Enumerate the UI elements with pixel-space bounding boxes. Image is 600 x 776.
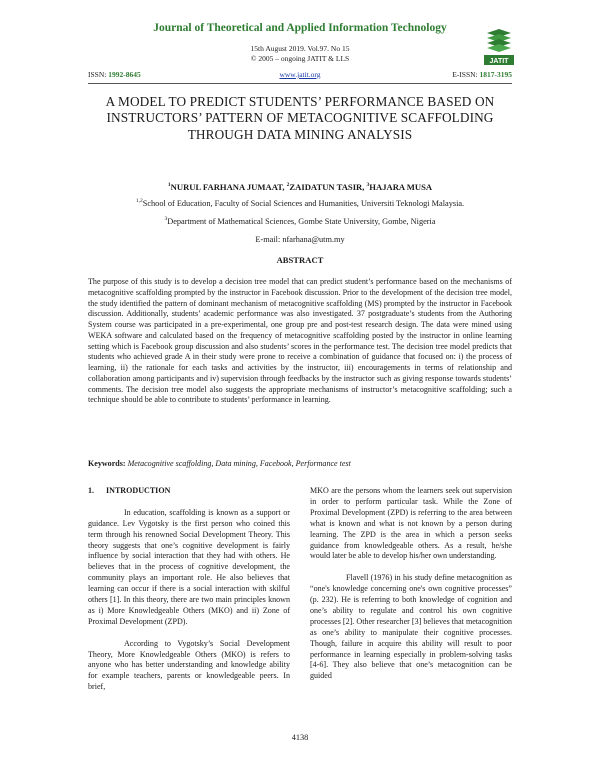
journal-title: Journal of Theoretical and Applied Information Technology (153, 22, 447, 34)
body-paragraph: In education, scaffolding is known as a support or guidance. Lev Vygotsky is the first person who coined this term through his renowned Social Development Theory. This theory suggests that one’s cognitive development is fairly influence by social interaction that they had with others. He believes that in the process of cognitive development, the community plays an important role. He also believes that learning can occur if there is a social interaction with skilful others [1]. In this theory, there are two main principles known as i) More Knowledgeable Others (MKO) and ii) Zone of Proximal Development (ZPD). (88, 507, 290, 626)
affiliation-sup: 1,2 (135, 198, 143, 205)
logo-text: JATIT (489, 58, 509, 65)
author-sup: 1 (167, 182, 171, 189)
section-number: 1. (88, 486, 95, 495)
page-number: 4138 (291, 733, 309, 742)
journal-copyright: © 2005 – ongoing JATIT & LLS (250, 54, 350, 63)
contact-email: E-mail: nfarhana@utm.my (255, 235, 345, 244)
keywords (88, 459, 512, 468)
section-title: INTRODUCTION (106, 486, 171, 495)
issn-value: 1992-8645 (108, 70, 141, 79)
author-name: ZAIDATUN TASIR, (289, 182, 367, 192)
author-name: HAJARA MUSA (369, 182, 433, 192)
author-name: NURUL FARHANA JUMAAT, (170, 182, 287, 192)
section-heading (88, 486, 290, 497)
journal-volume: 15th August 2019. Vol.97. No 15 (250, 44, 350, 53)
paper-title: A MODEL TO PREDICT STUDENTS’ PERFORMANCE BASED ON INSTRUCTORS’ PATTERN OF METACOGNITIVE SCAFFOLDING THROUGH DATA MINING ANALYSIS (105, 94, 495, 142)
affiliation-sup: 3 (164, 216, 168, 223)
eissn-label: E-ISSN: (452, 70, 478, 79)
affiliation-2 (0, 217, 600, 226)
affiliation-1 (0, 199, 600, 208)
abstract-heading: ABSTRACT (276, 255, 324, 265)
author-sup: 2 (286, 182, 290, 189)
author-sup: 3 (366, 182, 370, 189)
eissn (452, 70, 512, 79)
issn-label: ISSN: (88, 70, 107, 79)
author-list (0, 182, 600, 192)
abstract-body: The purpose of this study is to develop a decision tree model that can predict student’s performance based on the mechanisms of metacognitive scaffolding prompted by the instructor in Facebook discussion. Prior to the development of the decision tree model, the study identified the pattern of dominant mechanism of metacognitive scaffolding (MS) prompted by the instructor in Facebook discussion. Additionally, students’ academic performance was also investigated. 37 postgraduate’s students from the Authoring System course was participated in a pre-experimental, one group pre and post-test research design. The data were mined using WEKA software and calculated based on the frequency of metacognitive scaffolding posted by the instructor in online learning setting which is Facebook group discussion and also students’ scores in the performance test. The decision tree model predicts that students who achieved grade A in their study were prone to receive a combination of guidance that focused on: i) the process of learning, ii) the rationale for each tasks and activities by the instructor, iii) encouragements in terms of relationship and collaboration among participants and iv) supervision through feedbacks by the instructor such as giving response towards students’ comments. The decision tree model also suggests the appropriate mechanisms of instructor’s metacognitive scaffolding; such a technique should be able to contribute to students’ performance in learning. (88, 277, 512, 405)
keywords-text: Metacognitive scaffolding, Data mining, Facebook, Performance test (127, 459, 351, 468)
journal-url-link[interactable]: www.jatit.org (279, 70, 321, 79)
body-paragraph: MKO are the persons whom the learners seek out supervision in order to perform particular task. While the Zone of Proximal Development (ZPD) is referring to the area between what is known and what is not known by a person during learning. The ZPD is the area in which a person seeks guidance from knowledgeable others. As a result, he/she would later be able to develop his/her own understanding. (310, 486, 512, 561)
affiliation-text: Department of Mathematical Sciences, Gombe State University, Gombe, Nigeria (167, 217, 436, 226)
body-paragraph: According to Vygotsky’s Social Development Theory, More Knowledgeable Others (MKO) is refers to anyone who has better understanding and knowledge ability for example teachers, parents or knowledgeable peers. In brief, (88, 638, 290, 692)
eissn-value: 1817-3195 (479, 70, 512, 79)
jatit-logo (482, 28, 516, 68)
affiliation-text: School of Education, Faculty of Social Sciences and Humanities, Universiti Teknologi Malaysia. (142, 199, 465, 208)
body-paragraph: Flavell (1976) in his study define metacognition as “one's knowledge concerning one's own cognitive processes” (p. 232). He is referring to both knowledge of cognition and one’s ability to regulate and control his own cognitive processes [2]. Other researcher [3] believes that metacognition as one’s ability to manipulate their cognitive processes. Though, failure in acquire this ability will result to poor performance in learning especially in problem-solving tasks [4-6]. They also believe that one’s metacognition can be guided (310, 573, 512, 681)
keywords-label: Keywords: (88, 459, 128, 468)
right-column (310, 486, 512, 682)
left-column (88, 486, 290, 693)
header-divider (88, 83, 512, 84)
issn-bar (88, 70, 512, 84)
